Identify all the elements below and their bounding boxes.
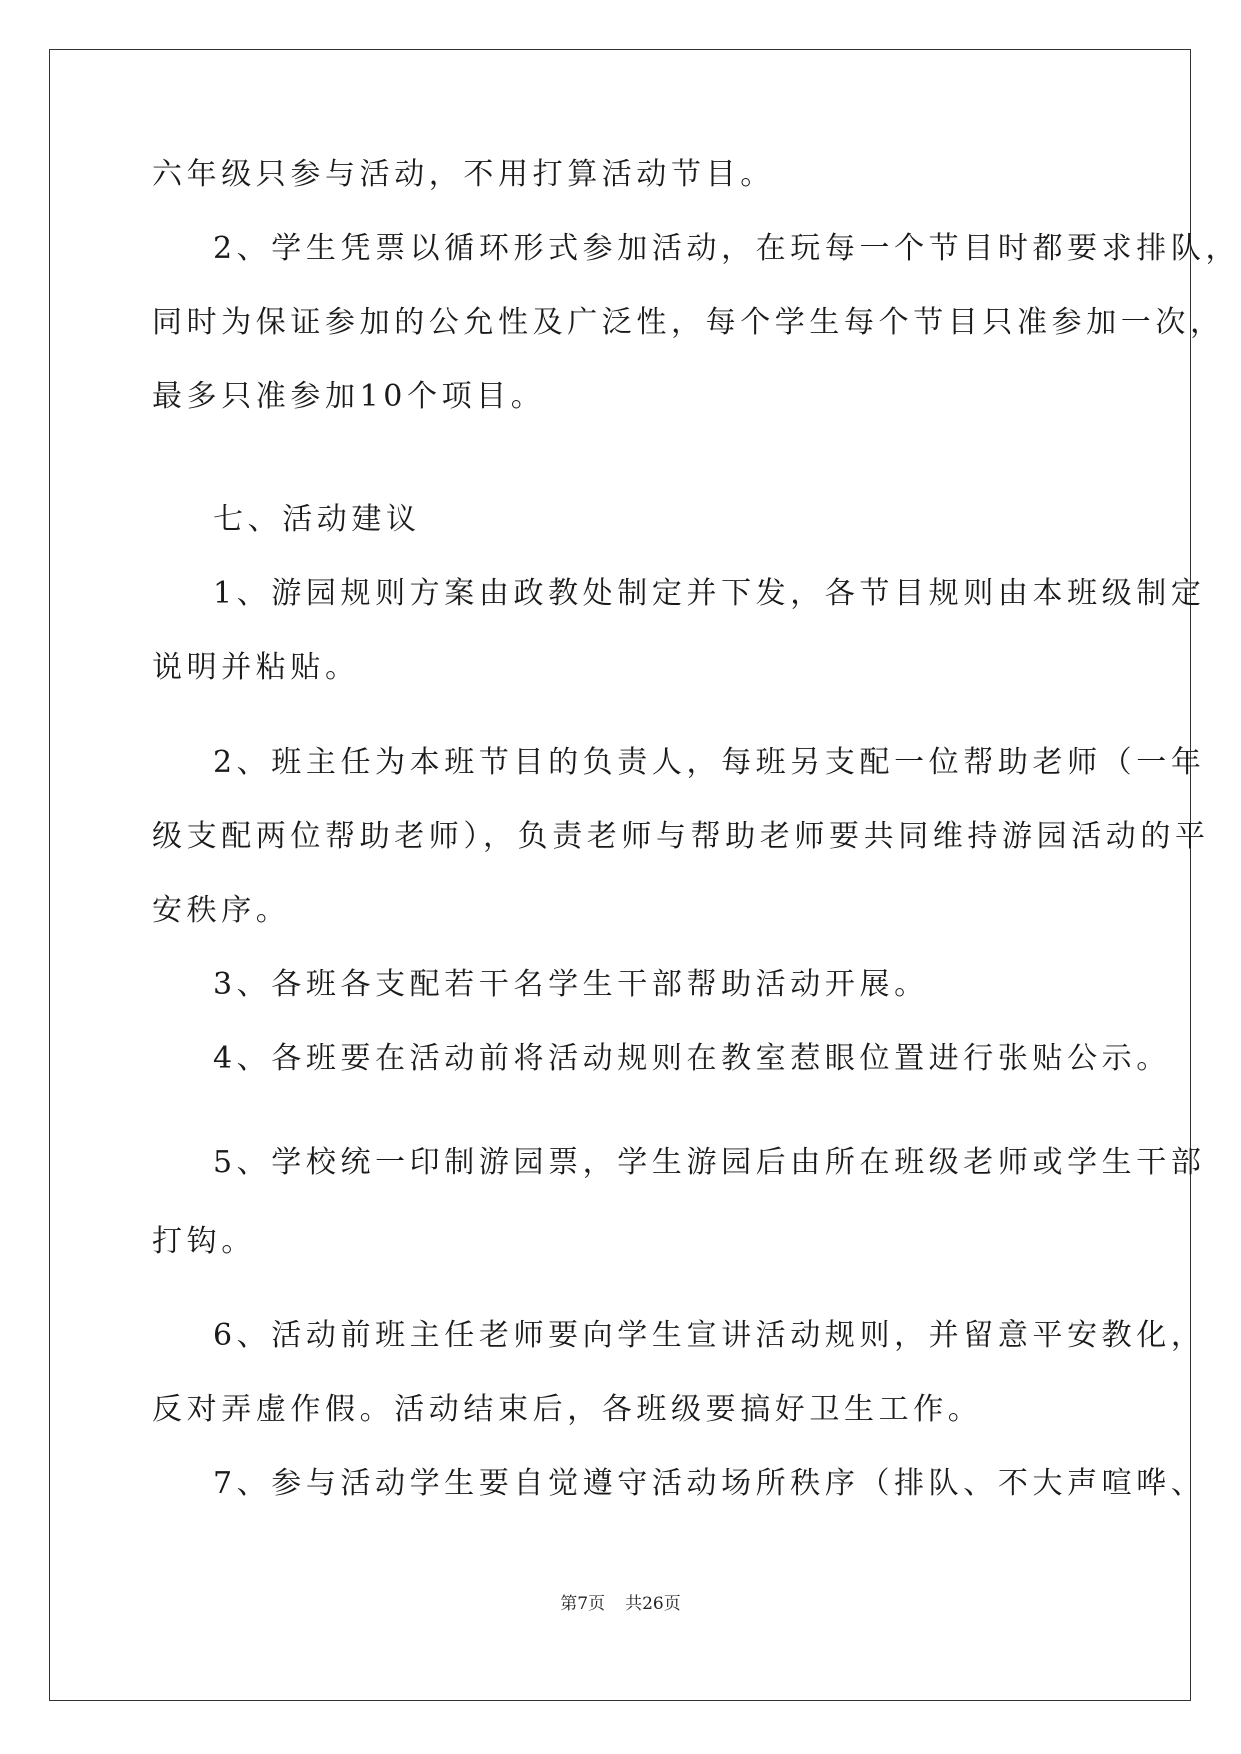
section-heading: 七、活动建议	[213, 502, 421, 537]
page-border	[49, 49, 1191, 1701]
page-footer	[0, 1592, 1241, 1616]
text-line: 6、活动前班主任老师要向学生宣讲活动规则，并留意平安教化，	[213, 1318, 1206, 1353]
text-line: 同时为保证参加的公允性及广泛性，每个学生每个节目只准参加一次，	[152, 305, 1225, 340]
text-line: 级支配两位帮助老师），负责老师与帮助老师要共同维持游园活动的平	[152, 819, 1210, 854]
text-line: 1、游园规则方案由政教处制定并下发，各节目规则由本班级制定	[213, 576, 1206, 611]
page-number: 第7页	[560, 1594, 606, 1614]
text-line: 说明并粘贴。	[152, 650, 360, 685]
text-line: 7、参与活动学生要自觉遵守活动场所秩序（排队、不大声喧哗、	[213, 1466, 1206, 1501]
text-line: 3、各班各支配若干名学生干部帮助活动开展。	[213, 967, 929, 1002]
page-total: 共26页	[625, 1594, 681, 1614]
text-line: 2、班主任为本班节目的负责人，每班另支配一位帮助老师（一年	[213, 745, 1206, 780]
text-line: 5、学校统一印制游园票，学生游园后由所在班级老师或学生干部	[213, 1145, 1206, 1180]
text-line: 反对弄虚作假。活动结束后，各班级要搞好卫生工作。	[152, 1392, 983, 1427]
text-line: 安秩序。	[152, 893, 291, 928]
text-line: 六年级只参与活动，不用打算活动节目。	[152, 157, 775, 192]
text-line: 4、各班要在活动前将活动规则在教室惹眼位置进行张贴公示。	[213, 1041, 1171, 1076]
text-line: 2、学生凭票以循环形式参加活动，在玩每一个节目时都要求排队，	[213, 231, 1241, 266]
text-line: 最多只准参加10个项目。	[152, 379, 546, 414]
text-line: 打钩。	[152, 1224, 256, 1259]
